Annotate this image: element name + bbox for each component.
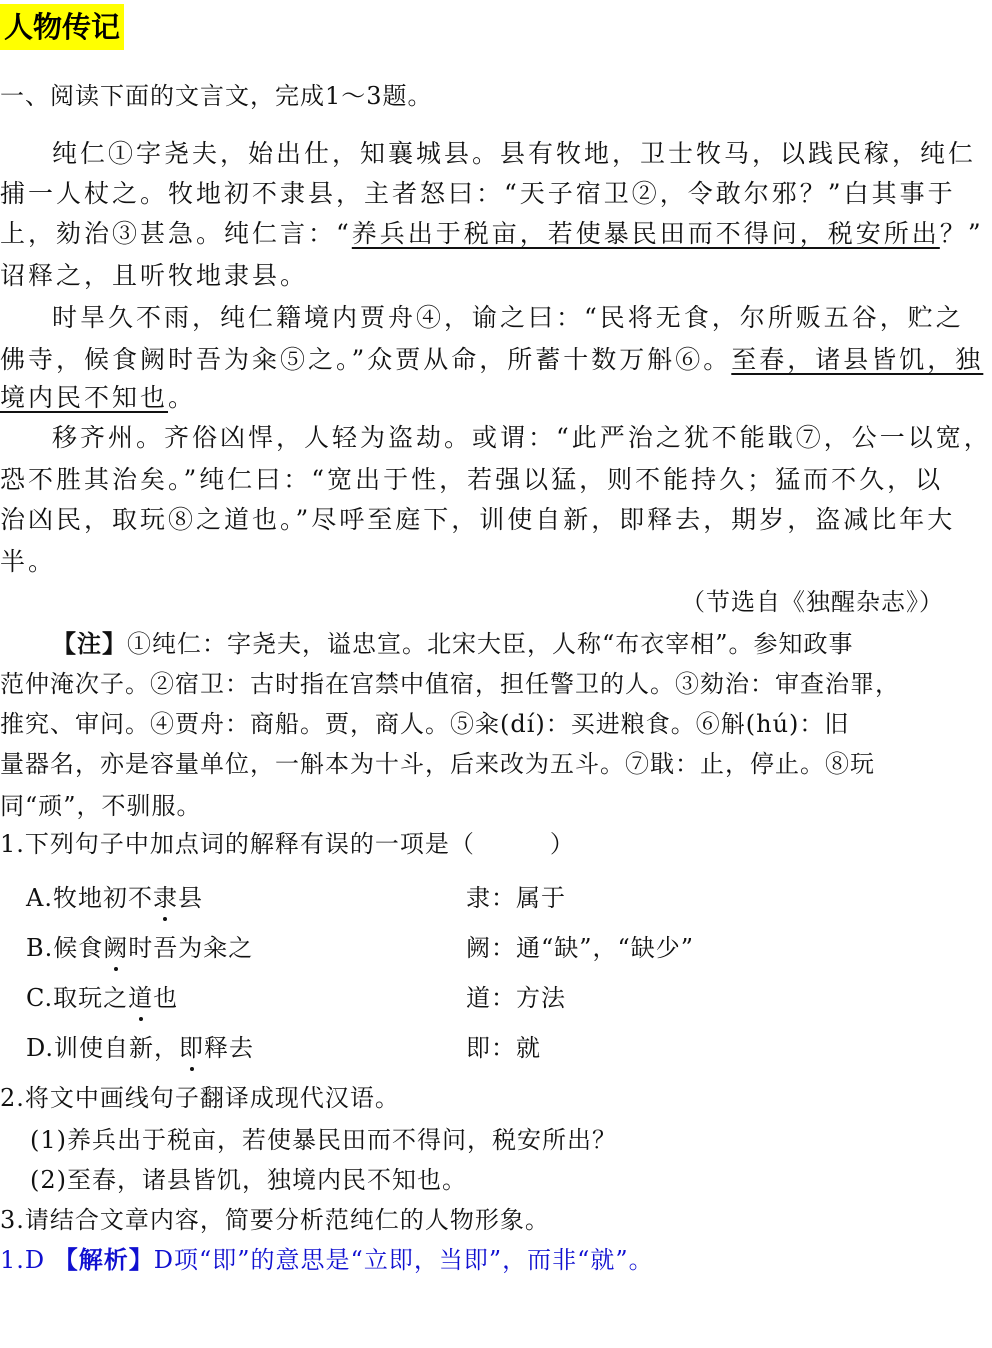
- option-d-explanation: 即：就: [466, 1034, 541, 1062]
- source-citation: （节选自《独醒杂志》）: [681, 588, 944, 616]
- underlined-sentence-2: 至春，诸县皆饥，独: [731, 345, 984, 374]
- notes-line: 同“顽”，不驯服。: [0, 792, 202, 820]
- passage-line: 时旱久不雨，纯仁籍境内贾舟④，谕之曰：“民将无食，尔所贩五谷，贮之: [52, 303, 964, 332]
- notes-line: 范仲淹次子。②宿卫：古时指在宫禁中值宿，担任警卫的人。③劾治：审查治罪，: [0, 670, 900, 698]
- passage-line: 恐不胜其治矣。”纯仁曰：“宽出于性，若强以猛，则不能持久；猛而不久，以: [0, 465, 944, 494]
- notes-line: 推究、审问。④贾舟：商船。贾，商人。⑤籴(dí)：买进粮食。⑥斛(hú)：旧: [0, 710, 850, 738]
- question-1-stem: 1.下列句子中加点词的解释有误的一项是（ ）: [0, 830, 575, 858]
- passage-line: [0, 214, 984, 250]
- option-b-explanation: 阙：通“缺”，“缺少”: [466, 934, 695, 962]
- answer-line: [0, 1240, 654, 1275]
- instruction: 一、阅读下面的文言文，完成1～3题。: [0, 82, 433, 110]
- option-d: D.训使自新，即释去: [26, 1028, 254, 1063]
- passage-text: ？”: [939, 219, 984, 248]
- passage-line: 捕一人杖之。牧地初不隶县，主者怒曰：“天子宿卫②，令敢尔邪？”白其事于: [0, 179, 956, 208]
- dotted-word: 即: [179, 1028, 204, 1063]
- option-a-explanation: 隶：属于: [466, 884, 566, 912]
- passage-line: [0, 340, 983, 376]
- answer-text: D项“即”的意思是“立即，当即”，而非“就”。: [153, 1246, 654, 1274]
- notes-line: 量器名，亦是容量单位，一斛本为十斗，后来改为五斗。⑦戢：止，停止。⑧玩: [0, 750, 875, 778]
- passage-line: 移齐州。齐俗凶悍，人轻为盗劫。或谓：“此严治之犹不能戢⑦，公一以宽，: [52, 423, 992, 452]
- question-2-stem: 2.将文中画线句子翻译成现代汉语。: [0, 1084, 400, 1112]
- passage-line: 纯仁①字尧夫，始出仕，知襄城县。县有牧地，卫士牧马，以践民稼，纯仁: [52, 139, 977, 168]
- underlined-sentence-2-cont: 境内民不知也: [0, 383, 169, 412]
- dotted-word: 道: [128, 978, 153, 1013]
- option-c-explanation: 道：方法: [466, 984, 566, 1012]
- passage-text: 上，劾治③甚急。纯仁言：“: [0, 219, 352, 248]
- notes-heading: 【注】: [52, 630, 127, 658]
- option-c: C.取玩之道也: [26, 978, 178, 1013]
- section-title: 人物传记: [0, 4, 124, 50]
- passage-line: 诏释之，且听牧地隶县。: [0, 261, 309, 290]
- option-b: B.候食阙时吾为籴之: [26, 928, 253, 963]
- answer-tag: 【解析】: [53, 1246, 154, 1274]
- passage-line: 治凶民，取玩⑧之道也。”尽呼至庭下，训使自新，即释去，期岁，盗减比年大: [0, 505, 956, 534]
- passage-line: 半。: [0, 547, 57, 576]
- option-a: A.牧地初不隶县: [26, 878, 203, 913]
- question-2-sentence-1: (1)养兵出于税亩，若使暴民田而不得问，税安所出？: [30, 1126, 617, 1154]
- passage-line: [0, 378, 196, 414]
- notes-text: ①纯仁：字尧夫，谥忠宣。北宋大臣，人称“布衣宰相”。参知政事: [127, 630, 854, 658]
- dotted-word: 隶: [153, 878, 178, 913]
- passage-text: 佛寺，候食阙时吾为籴⑤之。”众贾从命，所蓄十数万斛⑥。: [0, 345, 732, 374]
- dotted-word: 阙: [103, 928, 128, 963]
- answer-number: 1.D: [0, 1246, 46, 1274]
- question-3-stem: 3.请结合文章内容，简要分析范纯仁的人物形象。: [0, 1206, 550, 1234]
- passage-text: 。: [168, 383, 197, 412]
- underlined-sentence-1: 养兵出于税亩，若使暴民田而不得问，税安所出: [351, 219, 940, 248]
- question-2-sentence-2: (2)至春，诸县皆饥，独境内民不知也。: [30, 1166, 467, 1194]
- notes-line: [52, 624, 854, 659]
